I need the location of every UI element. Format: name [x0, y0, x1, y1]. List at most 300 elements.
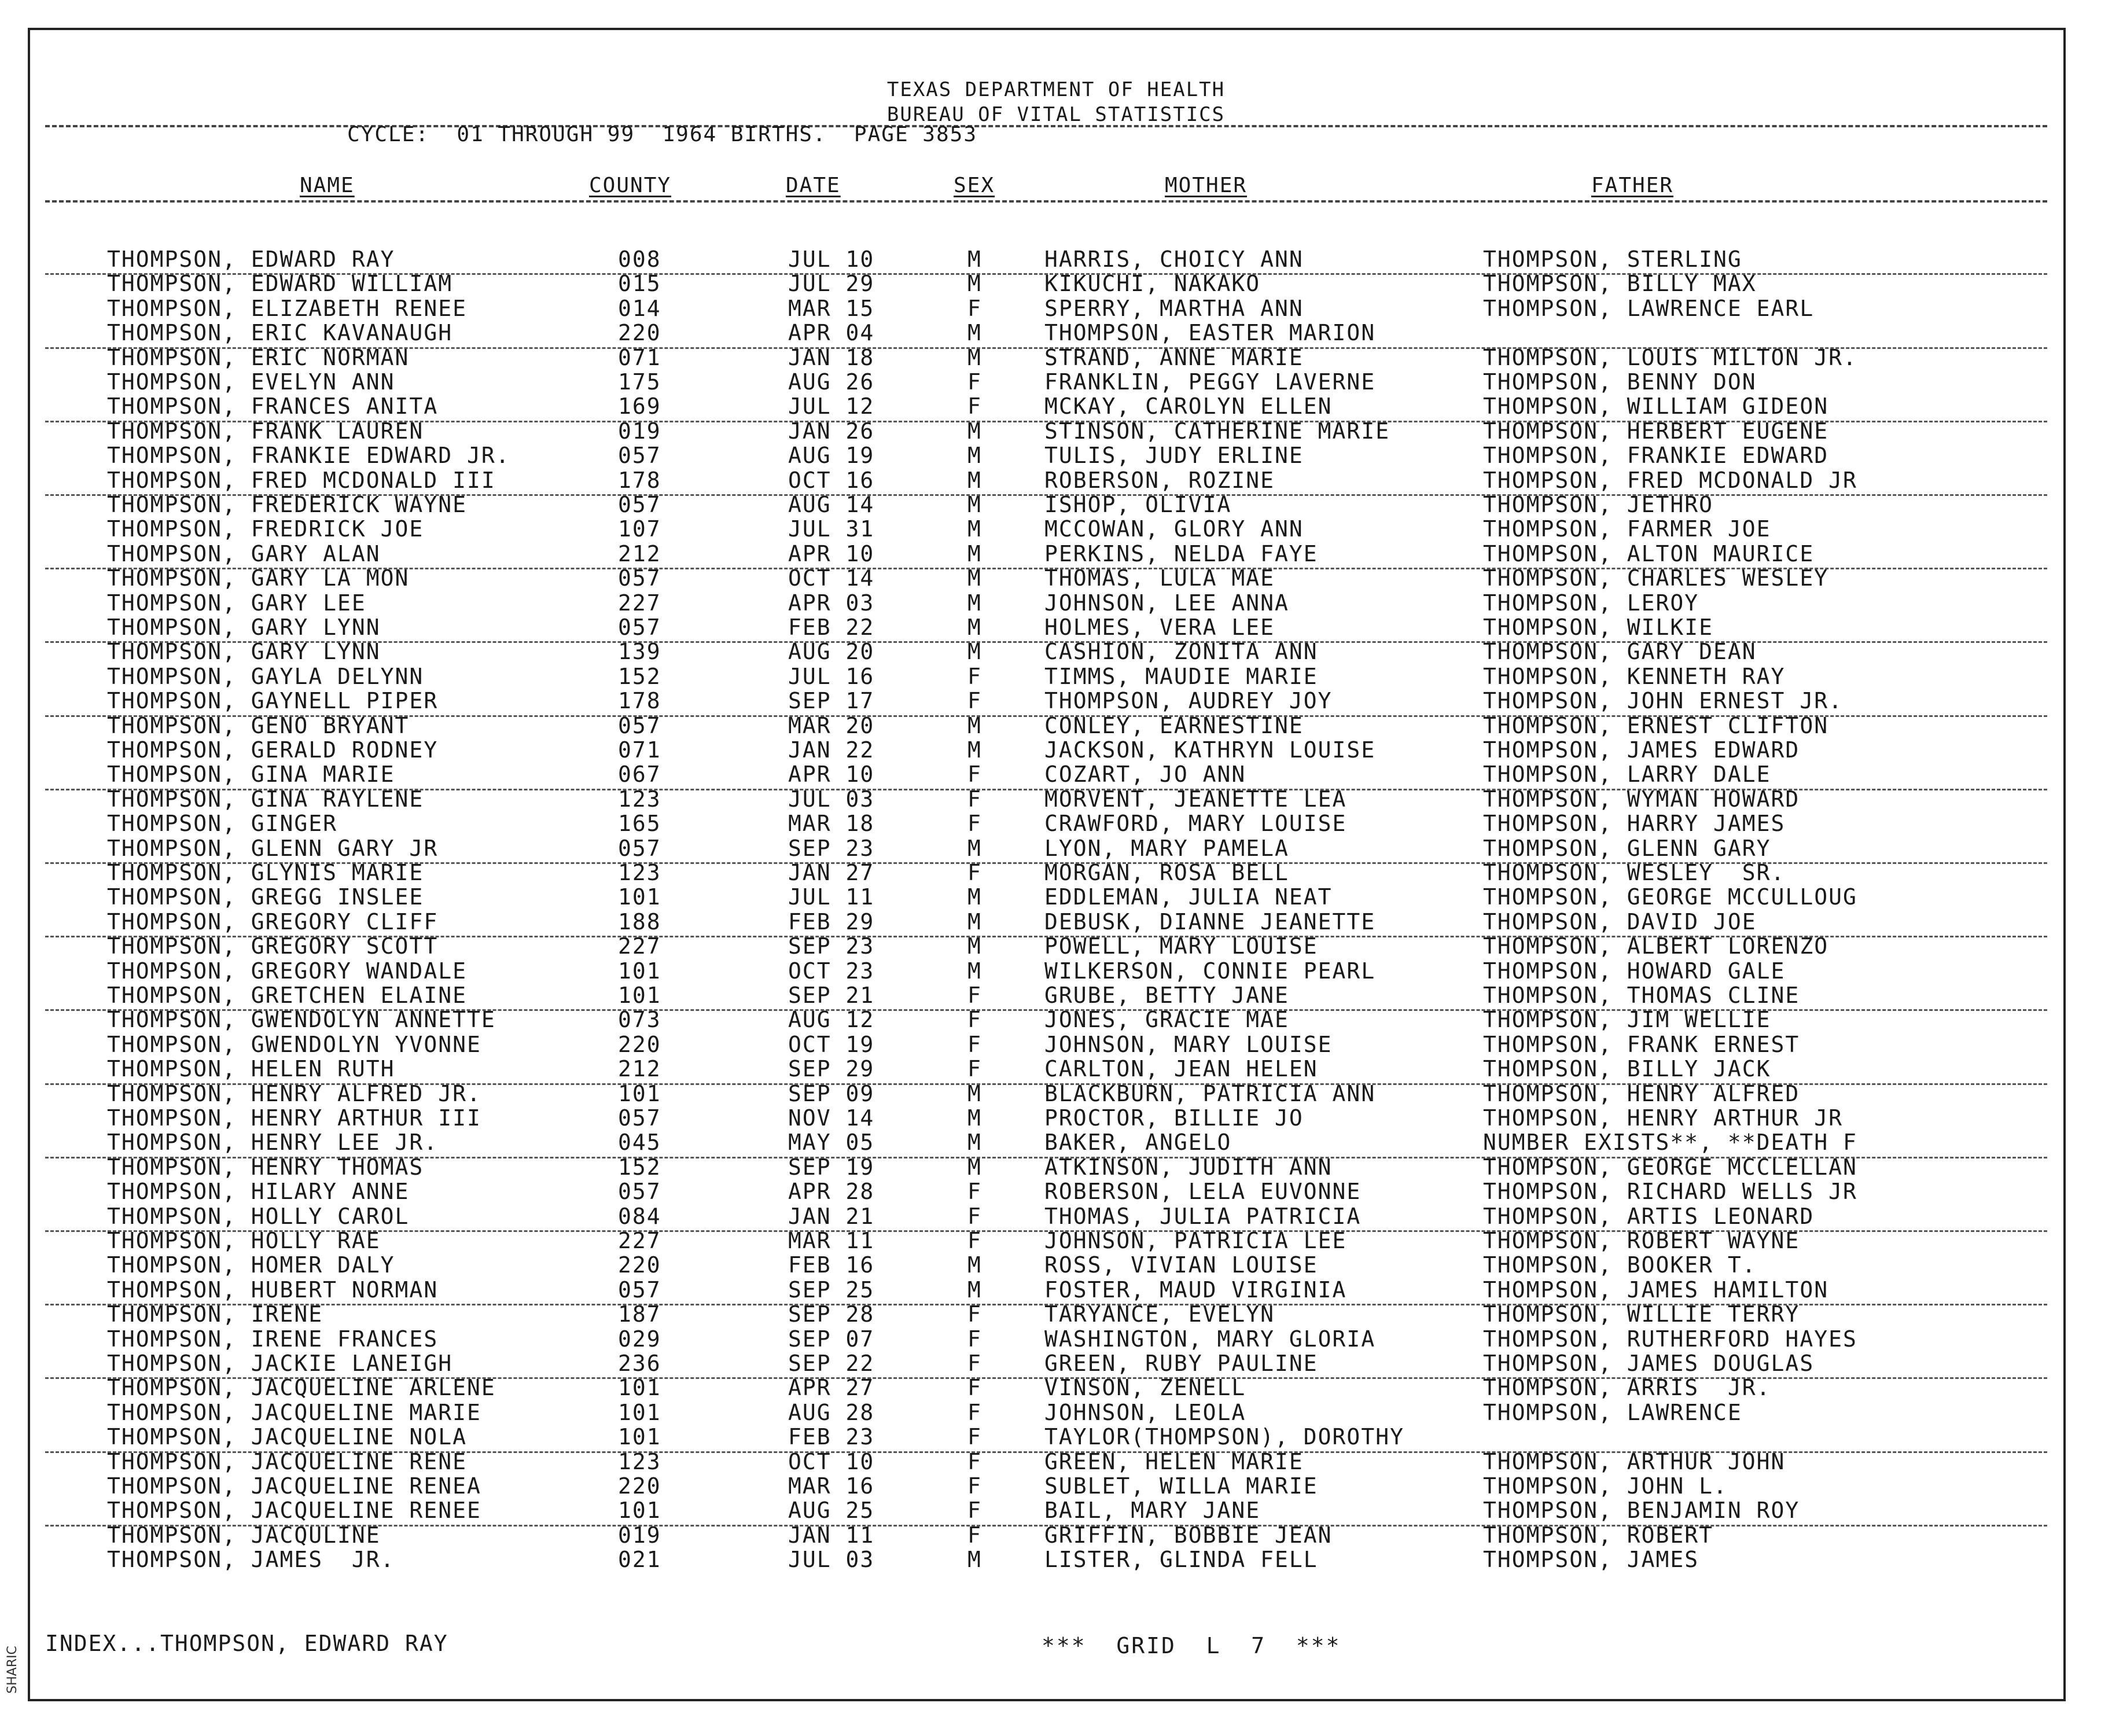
cell-date: SEP 21: [788, 983, 875, 1008]
row-group-separator: [45, 421, 2047, 422]
cell-father: THOMPSON, GEORGE MCCLELLAN: [1483, 1154, 1857, 1180]
table-row: [0, 983, 2112, 1007]
cell-sex: F: [967, 1424, 982, 1450]
cell-county: 014: [618, 296, 661, 321]
cell-name: THOMPSON, GLENN GARY JR: [107, 836, 439, 861]
cell-name: THOMPSON, GINGER: [107, 811, 338, 836]
cell-father: THOMPSON, STERLING: [1483, 247, 1742, 272]
cell-name: THOMPSON, ERIC KAVANAUGH: [107, 320, 453, 345]
cell-name: THOMPSON, GAYLA DELYNN: [107, 664, 424, 689]
cell-sex: M: [967, 958, 982, 984]
cell-date: JUL 03: [788, 1547, 875, 1572]
cell-father: THOMPSON, WESLEY SR.: [1483, 860, 1786, 885]
cell-mother: PROCTOR, BILLIE JO: [1044, 1105, 1304, 1131]
cell-county: 057: [618, 1179, 661, 1204]
cell-mother: GRIFFIN, BOBBIE JEAN: [1044, 1522, 1333, 1548]
cell-date: OCT 19: [788, 1032, 875, 1057]
cell-county: 101: [618, 958, 661, 984]
cell-mother: GRUBE, BETTY JANE: [1044, 983, 1289, 1008]
cell-sex: F: [967, 393, 982, 419]
cell-date: JAN 18: [788, 345, 875, 370]
cell-county: 212: [618, 541, 661, 567]
cell-mother: EDDLEMAN, JULIA NEAT: [1044, 884, 1333, 910]
table-row: [0, 1473, 2112, 1498]
cell-sex: M: [967, 1547, 982, 1572]
cell-mother: JONES, GRACIE MAE: [1044, 1007, 1289, 1032]
cell-mother: VINSON, ZENELL: [1044, 1375, 1246, 1400]
cell-date: JAN 26: [788, 418, 875, 444]
cell-name: THOMPSON, ELIZABETH RENEE: [107, 296, 467, 321]
cell-county: 220: [618, 1473, 661, 1499]
cell-mother: MORVENT, JEANETTE LEA: [1044, 786, 1347, 812]
cell-date: JUL 31: [788, 516, 875, 542]
cell-father: THOMPSON, WILKIE: [1483, 615, 1714, 640]
cell-name: THOMPSON, HENRY ARTHUR III: [107, 1105, 481, 1131]
cell-date: OCT 10: [788, 1449, 875, 1474]
cell-mother: TIMMS, MAUDIE MARIE: [1044, 664, 1318, 689]
cell-county: 057: [618, 713, 661, 738]
cell-mother: PERKINS, NELDA FAYE: [1044, 541, 1318, 567]
cell-county: 057: [618, 492, 661, 517]
cell-county: 057: [618, 615, 661, 640]
cell-sex: F: [967, 1400, 982, 1425]
cell-mother: JACKSON, KATHRYN LOUISE: [1044, 737, 1376, 763]
cell-sex: F: [967, 688, 982, 713]
cell-mother: TULIS, JUDY ERLINE: [1044, 443, 1304, 468]
cell-county: 084: [618, 1204, 661, 1229]
cell-sex: F: [967, 860, 982, 885]
cell-father: THOMPSON, LARRY DALE: [1483, 762, 1771, 787]
cell-mother: BLACKBURN, PATRICIA ANN: [1044, 1081, 1376, 1106]
cell-sex: M: [967, 713, 982, 738]
cell-sex: M: [967, 1130, 982, 1155]
row-group-separator: [45, 641, 2047, 643]
table-row: [0, 664, 2112, 688]
cell-county: 175: [618, 369, 661, 395]
cell-date: APR 03: [788, 590, 875, 616]
cell-mother: JOHNSON, LEOLA: [1044, 1400, 1246, 1425]
cell-father: THOMPSON, JAMES HAMILTON: [1483, 1277, 1829, 1303]
row-group-separator: [45, 1451, 2047, 1453]
cell-name: THOMPSON, GINA RAYLENE: [107, 786, 424, 812]
cell-name: THOMPSON, EDWARD RAY: [107, 247, 395, 272]
table-row: [0, 369, 2112, 393]
cell-father: THOMPSON, RUTHERFORD HAYES: [1483, 1326, 1857, 1352]
cell-name: THOMPSON, FREDERICK WAYNE: [107, 492, 467, 517]
cell-father: THOMPSON, BILLY MAX: [1483, 271, 1757, 296]
cell-name: THOMPSON, GARY ALAN: [107, 541, 381, 567]
cell-name: THOMPSON, GWENDOLYN ANNETTE: [107, 1007, 496, 1032]
cell-name: THOMPSON, HILARY ANNE: [107, 1179, 410, 1204]
cell-mother: DEBUSK, DIANNE JEANETTE: [1044, 909, 1376, 935]
cell-date: MAR 18: [788, 811, 875, 836]
cell-name: THOMPSON, GREGORY CLIFF: [107, 909, 439, 935]
table-row: [0, 393, 2112, 418]
cell-father: THOMPSON, JOHN L.: [1483, 1473, 1728, 1499]
cell-county: 071: [618, 737, 661, 763]
cell-mother: SPERRY, MARTHA ANN: [1044, 296, 1304, 321]
cell-sex: M: [967, 836, 982, 861]
cell-date: NOV 14: [788, 1105, 875, 1131]
cell-sex: F: [967, 1375, 982, 1400]
cell-county: 152: [618, 1154, 661, 1180]
cell-mother: STRAND, ANNE MARIE: [1044, 345, 1304, 370]
table-row: [0, 443, 2112, 467]
cell-mother: CASHION, ZONITA ANN: [1044, 639, 1318, 664]
cell-sex: M: [967, 443, 982, 468]
column-header-separator: [45, 200, 2047, 203]
cell-county: 178: [618, 688, 661, 713]
cell-name: THOMPSON, HOLLY CAROL: [107, 1204, 410, 1229]
cell-county: 227: [618, 933, 661, 959]
cell-mother: FRANKLIN, PEGGY LAVERNE: [1044, 369, 1376, 395]
cell-sex: M: [967, 1105, 982, 1131]
cell-county: 101: [618, 1081, 661, 1106]
cell-date: OCT 23: [788, 958, 875, 984]
cell-name: THOMPSON, GINA MARIE: [107, 762, 395, 787]
cell-father: THOMPSON, JOHN ERNEST JR.: [1483, 688, 1843, 713]
cell-father: THOMPSON, JAMES DOUGLAS: [1483, 1351, 1815, 1376]
cell-date: SEP 07: [788, 1326, 875, 1352]
cell-name: THOMPSON, HOMER DALY: [107, 1252, 395, 1278]
row-group-separator: [45, 1377, 2047, 1379]
row-group-separator: [45, 347, 2047, 349]
table-row: [0, 1204, 2112, 1228]
cell-name: THOMPSON, GARY LYNN: [107, 615, 381, 640]
cell-sex: F: [967, 811, 982, 836]
column-header-county: COUNTY: [589, 174, 672, 197]
cell-mother: ROSS, VIVIAN LOUISE: [1044, 1252, 1318, 1278]
cell-father: THOMPSON, FARMER JOE: [1483, 516, 1771, 542]
cell-date: SEP 28: [788, 1301, 875, 1327]
cell-mother: CRAWFORD, MARY LOUISE: [1044, 811, 1347, 836]
cell-date: JUL 12: [788, 393, 875, 419]
cell-date: SEP 25: [788, 1277, 875, 1303]
table-row: [0, 688, 2112, 712]
cell-county: 057: [618, 443, 661, 468]
cell-sex: M: [967, 1154, 982, 1180]
cell-father: THOMPSON, ROBERT WAYNE: [1483, 1228, 1800, 1253]
cell-mother: COZART, JO ANN: [1044, 762, 1246, 787]
cell-sex: M: [967, 271, 982, 296]
cell-father: THOMPSON, BENNY DON: [1483, 369, 1757, 395]
cell-father: THOMPSON, GLENN GARY: [1483, 836, 1771, 861]
cell-date: JUL 10: [788, 247, 875, 272]
cell-mother: THOMPSON, EASTER MARION: [1044, 320, 1376, 345]
cell-name: THOMPSON, JACQUELINE MARIE: [107, 1400, 481, 1425]
cell-father: THOMPSON, ARTIS LEONARD: [1483, 1204, 1815, 1229]
cell-mother: WASHINGTON, MARY GLORIA: [1044, 1326, 1376, 1352]
agency-title: TEXAS DEPARTMENT OF HEALTH: [886, 78, 1226, 101]
cell-sex: F: [967, 1007, 982, 1032]
cell-father: THOMPSON, ALBERT LORENZO: [1483, 933, 1829, 959]
cell-sex: M: [967, 418, 982, 444]
cell-date: JUL 11: [788, 884, 875, 910]
cell-county: 188: [618, 909, 661, 935]
row-group-separator: [45, 1230, 2047, 1232]
cell-sex: M: [967, 1252, 982, 1278]
cell-name: THOMPSON, GRETCHEN ELAINE: [107, 983, 467, 1008]
row-group-separator: [45, 1083, 2047, 1085]
table-row: [0, 247, 2112, 271]
cell-mother: THOMAS, JULIA PATRICIA: [1044, 1204, 1362, 1229]
cell-mother: POWELL, MARY LOUISE: [1044, 933, 1318, 959]
table-row: [0, 1179, 2112, 1203]
cell-sex: F: [967, 296, 982, 321]
cell-sex: M: [967, 737, 982, 763]
cycle-line: CYCLE: 01 THROUGH 99 1964 BIRTHS. PAGE 3853: [347, 123, 977, 146]
row-group-separator: [45, 715, 2047, 717]
cell-father: THOMPSON, THOMAS CLINE: [1483, 983, 1800, 1008]
cell-county: 021: [618, 1547, 661, 1572]
column-header-father: FATHER: [1591, 174, 1674, 197]
cell-mother: STINSON, CATHERINE MARIE: [1044, 418, 1390, 444]
cell-sex: F: [967, 983, 982, 1008]
table-row: [0, 516, 2112, 540]
table-row: [0, 1424, 2112, 1448]
cell-county: 178: [618, 468, 661, 493]
cell-county: 227: [618, 1228, 661, 1253]
cell-name: THOMPSON, ERIC NORMAN: [107, 345, 410, 370]
cell-father: THOMPSON, BENJAMIN ROY: [1483, 1498, 1800, 1523]
cell-sex: M: [967, 565, 982, 591]
cell-father: THOMPSON, ERNEST CLIFTON: [1483, 713, 1829, 738]
cell-father: THOMPSON, LAWRENCE: [1483, 1400, 1742, 1425]
cell-father: THOMPSON, ROBERT: [1483, 1522, 1714, 1548]
cell-father: THOMPSON, BILLY JACK: [1483, 1056, 1771, 1082]
table-row: [0, 590, 2112, 615]
cell-father: THOMPSON, FRANKIE EDWARD: [1483, 443, 1829, 468]
cell-date: MAR 11: [788, 1228, 875, 1253]
cell-date: APR 04: [788, 320, 875, 345]
cell-sex: M: [967, 590, 982, 616]
cell-father: THOMPSON, WILLIAM GIDEON: [1483, 393, 1829, 419]
cell-father: THOMPSON, FRED MCDONALD JR: [1483, 468, 1857, 493]
table-row: [0, 1130, 2112, 1154]
cell-name: THOMPSON, HENRY LEE JR.: [107, 1130, 439, 1155]
cell-sex: M: [967, 615, 982, 640]
cell-county: 045: [618, 1130, 661, 1155]
cell-date: APR 10: [788, 541, 875, 567]
cell-county: 101: [618, 884, 661, 910]
cell-father: THOMPSON, HERBERT EUGENE: [1483, 418, 1829, 444]
cell-name: THOMPSON, FREDRICK JOE: [107, 516, 424, 542]
row-group-separator: [45, 789, 2047, 790]
cell-mother: LYON, MARY PAMELA: [1044, 836, 1289, 861]
row-group-separator: [45, 494, 2047, 496]
cell-mother: HOLMES, VERA LEE: [1044, 615, 1275, 640]
cell-sex: F: [967, 1032, 982, 1057]
cell-mother: HARRIS, CHOICY ANN: [1044, 247, 1304, 272]
cell-mother: TARYANCE, EVELYN: [1044, 1301, 1275, 1327]
cell-date: AUG 26: [788, 369, 875, 395]
cell-name: THOMPSON, JAMES JR.: [107, 1547, 395, 1572]
cell-county: 067: [618, 762, 661, 787]
cell-date: JAN 22: [788, 737, 875, 763]
cell-sex: M: [967, 492, 982, 517]
cell-date: AUG 14: [788, 492, 875, 517]
table-row: [0, 811, 2112, 835]
cell-sex: M: [967, 1081, 982, 1106]
cell-sex: F: [967, 1056, 982, 1082]
table-row: [0, 909, 2112, 933]
cell-name: THOMPSON, GREGORY SCOTT: [107, 933, 439, 959]
cell-date: SEP 23: [788, 836, 875, 861]
cell-name: THOMPSON, GREGORY WANDALE: [107, 958, 467, 984]
table-row: [0, 1400, 2112, 1424]
cell-county: 101: [618, 1424, 661, 1450]
cell-mother: MCKAY, CAROLYN ELLEN: [1044, 393, 1333, 419]
cell-county: 057: [618, 1105, 661, 1131]
cell-date: MAR 20: [788, 713, 875, 738]
cell-name: THOMPSON, JACKIE LANEIGH: [107, 1351, 453, 1376]
cell-mother: BAIL, MARY JANE: [1044, 1498, 1261, 1523]
cell-sex: F: [967, 786, 982, 812]
cell-date: APR 27: [788, 1375, 875, 1400]
cell-father: THOMPSON, JAMES: [1483, 1547, 1699, 1572]
cell-date: AUG 12: [788, 1007, 875, 1032]
cell-father: THOMPSON, RICHARD WELLS JR: [1483, 1179, 1857, 1204]
cell-name: THOMPSON, GREGG INSLEE: [107, 884, 424, 910]
cell-sex: F: [967, 1326, 982, 1352]
cell-name: THOMPSON, JACQULINE: [107, 1522, 381, 1548]
cell-mother: MCCOWAN, GLORY ANN: [1044, 516, 1304, 542]
cell-county: 057: [618, 836, 661, 861]
cell-date: FEB 23: [788, 1424, 875, 1450]
cell-mother: MORGAN, ROSA BELL: [1044, 860, 1289, 885]
cell-county: 101: [618, 1498, 661, 1523]
row-group-separator: [45, 1157, 2047, 1158]
cell-name: THOMPSON, HOLLY RAE: [107, 1228, 381, 1253]
cell-county: 123: [618, 786, 661, 812]
table-row: [0, 1351, 2112, 1375]
cell-father: THOMPSON, LEROY: [1483, 590, 1699, 616]
cell-father: THOMPSON, WILLIE TERRY: [1483, 1301, 1800, 1327]
cell-county: 057: [618, 1277, 661, 1303]
cell-county: 101: [618, 1400, 661, 1425]
cell-name: THOMPSON, EDWARD WILLIAM: [107, 271, 453, 296]
side-label-text: SHARIC: [5, 1645, 20, 1694]
cell-sex: F: [967, 369, 982, 395]
cell-sex: M: [967, 909, 982, 935]
cell-mother: ROBERSON, LELA EUVONNE: [1044, 1179, 1362, 1204]
cell-name: THOMPSON, JACQUELINE RENE: [107, 1449, 467, 1474]
cell-date: AUG 19: [788, 443, 875, 468]
cell-name: THOMPSON, GENO BRYANT: [107, 713, 410, 738]
cell-father: THOMPSON, CHARLES WESLEY: [1483, 565, 1829, 591]
cell-name: THOMPSON, GARY LA MON: [107, 565, 410, 591]
cell-date: JUL 03: [788, 786, 875, 812]
cell-name: THOMPSON, JACQUELINE RENEE: [107, 1498, 481, 1523]
cell-county: 139: [618, 639, 661, 664]
cell-father: THOMPSON, JETHRO: [1483, 492, 1714, 517]
cell-county: 220: [618, 320, 661, 345]
cell-sex: F: [967, 1351, 982, 1376]
cell-father: THOMPSON, JAMES EDWARD: [1483, 737, 1800, 763]
cell-name: THOMPSON, HENRY THOMAS: [107, 1154, 424, 1180]
cell-county: 220: [618, 1032, 661, 1057]
cell-county: 220: [618, 1252, 661, 1278]
cell-mother: FOSTER, MAUD VIRGINIA: [1044, 1277, 1347, 1303]
cell-mother: GREEN, RUBY PAULINE: [1044, 1351, 1318, 1376]
table-row: [0, 615, 2112, 639]
cell-sex: F: [967, 1204, 982, 1229]
cell-father: THOMPSON, HENRY ARTHUR JR: [1483, 1105, 1843, 1131]
cell-date: OCT 16: [788, 468, 875, 493]
column-header-mother: MOTHER: [1165, 174, 1248, 197]
cell-date: APR 28: [788, 1179, 875, 1204]
cell-mother: CONLEY, EARNESTINE: [1044, 713, 1304, 738]
cell-father: THOMPSON, GEORGE MCCULLOUG: [1483, 884, 1857, 910]
cell-sex: M: [967, 541, 982, 567]
cell-date: FEB 16: [788, 1252, 875, 1278]
cell-date: SEP 29: [788, 1056, 875, 1082]
column-header-name: NAME: [300, 174, 355, 197]
cell-mother: ATKINSON, JUDITH ANN: [1044, 1154, 1333, 1180]
table-row: [0, 762, 2112, 786]
cell-mother: SUBLET, WILLA MARIE: [1044, 1473, 1318, 1499]
cell-county: 101: [618, 983, 661, 1008]
cell-sex: F: [967, 762, 982, 787]
cell-date: JAN 21: [788, 1204, 875, 1229]
cell-father: THOMPSON, BOOKER T.: [1483, 1252, 1757, 1278]
cell-county: 107: [618, 516, 661, 542]
cell-county: 071: [618, 345, 661, 370]
cell-sex: F: [967, 1449, 982, 1474]
cell-sex: M: [967, 345, 982, 370]
cell-county: 165: [618, 811, 661, 836]
cell-father: THOMPSON, ARRIS JR.: [1483, 1375, 1771, 1400]
cell-mother: GREEN, HELEN MARIE: [1044, 1449, 1304, 1474]
cell-sex: M: [967, 468, 982, 493]
cell-date: SEP 17: [788, 688, 875, 713]
cell-county: 187: [618, 1301, 661, 1327]
row-group-separator: [45, 862, 2047, 864]
table-row: [0, 1277, 2112, 1301]
cell-date: AUG 25: [788, 1498, 875, 1523]
cell-county: 101: [618, 1375, 661, 1400]
cell-name: THOMPSON, IRENE: [107, 1301, 323, 1327]
table-row: [0, 884, 2112, 909]
cell-date: AUG 28: [788, 1400, 875, 1425]
grid-footer: *** GRID L 7 ***: [1042, 1633, 1341, 1658]
cell-name: THOMPSON, GLYNIS MARIE: [107, 860, 424, 885]
side-label: [3, 1638, 21, 1701]
cell-father: THOMPSON, ALTON MAURICE: [1483, 541, 1815, 567]
cell-county: 073: [618, 1007, 661, 1032]
table-row: [0, 1252, 2112, 1277]
cell-mother: JOHNSON, PATRICIA LEE: [1044, 1228, 1347, 1253]
cell-name: THOMPSON, HUBERT NORMAN: [107, 1277, 439, 1303]
cell-sex: F: [967, 1473, 982, 1499]
cell-name: THOMPSON, GAYNELL PIPER: [107, 688, 439, 713]
table-row: [0, 1056, 2112, 1080]
cell-name: THOMPSON, EVELYN ANN: [107, 369, 395, 395]
cell-mother: LISTER, GLINDA FELL: [1044, 1547, 1318, 1572]
cell-county: 212: [618, 1056, 661, 1082]
table-row: [0, 541, 2112, 565]
cell-name: THOMPSON, FRED MCDONALD III: [107, 468, 496, 493]
index-footer: INDEX...THOMPSON, EDWARD RAY: [45, 1631, 448, 1656]
cell-county: 019: [618, 418, 661, 444]
cell-name: THOMPSON, FRANCES ANITA: [107, 393, 439, 419]
cell-name: THOMPSON, FRANKIE EDWARD JR.: [107, 443, 510, 468]
cell-date: JAN 11: [788, 1522, 875, 1548]
cell-sex: M: [967, 884, 982, 910]
row-group-separator: [45, 1304, 2047, 1305]
cell-county: 015: [618, 271, 661, 296]
cell-father: THOMPSON, LAWRENCE EARL: [1483, 296, 1815, 321]
